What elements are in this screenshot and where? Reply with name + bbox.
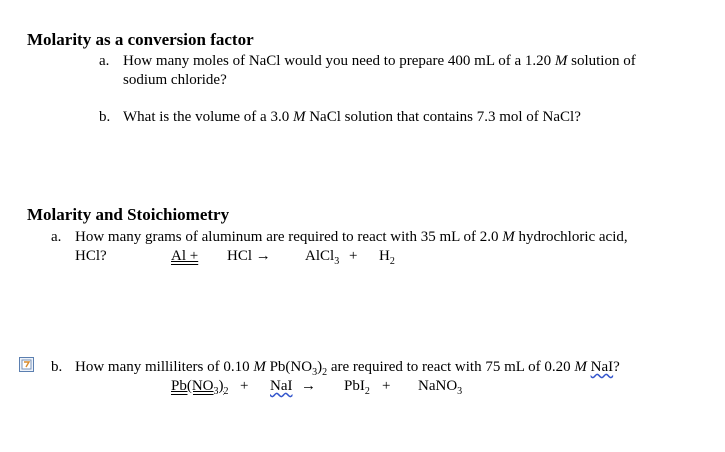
- equation-nano3: NaNO$_3$: [418, 378, 463, 397]
- equation-plus: +: [382, 378, 391, 394]
- equation-aluminum: Al +: [171, 248, 199, 264]
- equation-plus: +: [240, 378, 249, 394]
- equation-alcl3: AlCl$_3$: [305, 248, 340, 267]
- question-marker: b.: [51, 359, 63, 375]
- question-2a-line2: HCl?: [75, 248, 107, 264]
- equation-h2: $H_2$: [379, 248, 395, 267]
- question-1a-line2: sodium chloride?: [123, 72, 227, 88]
- question-marker: a.: [51, 229, 62, 245]
- question-marker: a.: [99, 53, 110, 69]
- section-title-molarity-stoichiometry: Molarity and Stoichiometry: [27, 205, 230, 224]
- equation-nai: NaI: [270, 378, 293, 394]
- question-1a-line1: How many moles of NaCl would you need to prepare 400 mL of a 1.20 M solution of: [123, 53, 636, 69]
- question-1b: What is the volume of a 3.0 M NaCl solution that contains 7.3 mol of NaCl?: [123, 109, 581, 125]
- question-marker: b.: [99, 109, 111, 125]
- question-2a-line1: How many grams of aluminum are required to react with 35 mL of 2.0 M hydrochloric acid,: [75, 229, 628, 245]
- equation-pbno32: $Pb(NO_3)_2$: [171, 378, 229, 397]
- equation-plus: +: [349, 248, 358, 264]
- equation-arrow: →: [301, 378, 316, 394]
- section-title-molarity-conversion: Molarity as a conversion factor: [27, 30, 254, 49]
- equation-pbi2: PbI$_2$: [344, 378, 370, 397]
- note-icon[interactable]: [19, 357, 34, 372]
- equation-hcl: HCl →: [227, 248, 271, 264]
- question-2b: How many milliliters of 0.10 M $Pb(NO_3)_2$ are required to react with 75 mL of 0.20 M NaI?: [75, 359, 620, 378]
